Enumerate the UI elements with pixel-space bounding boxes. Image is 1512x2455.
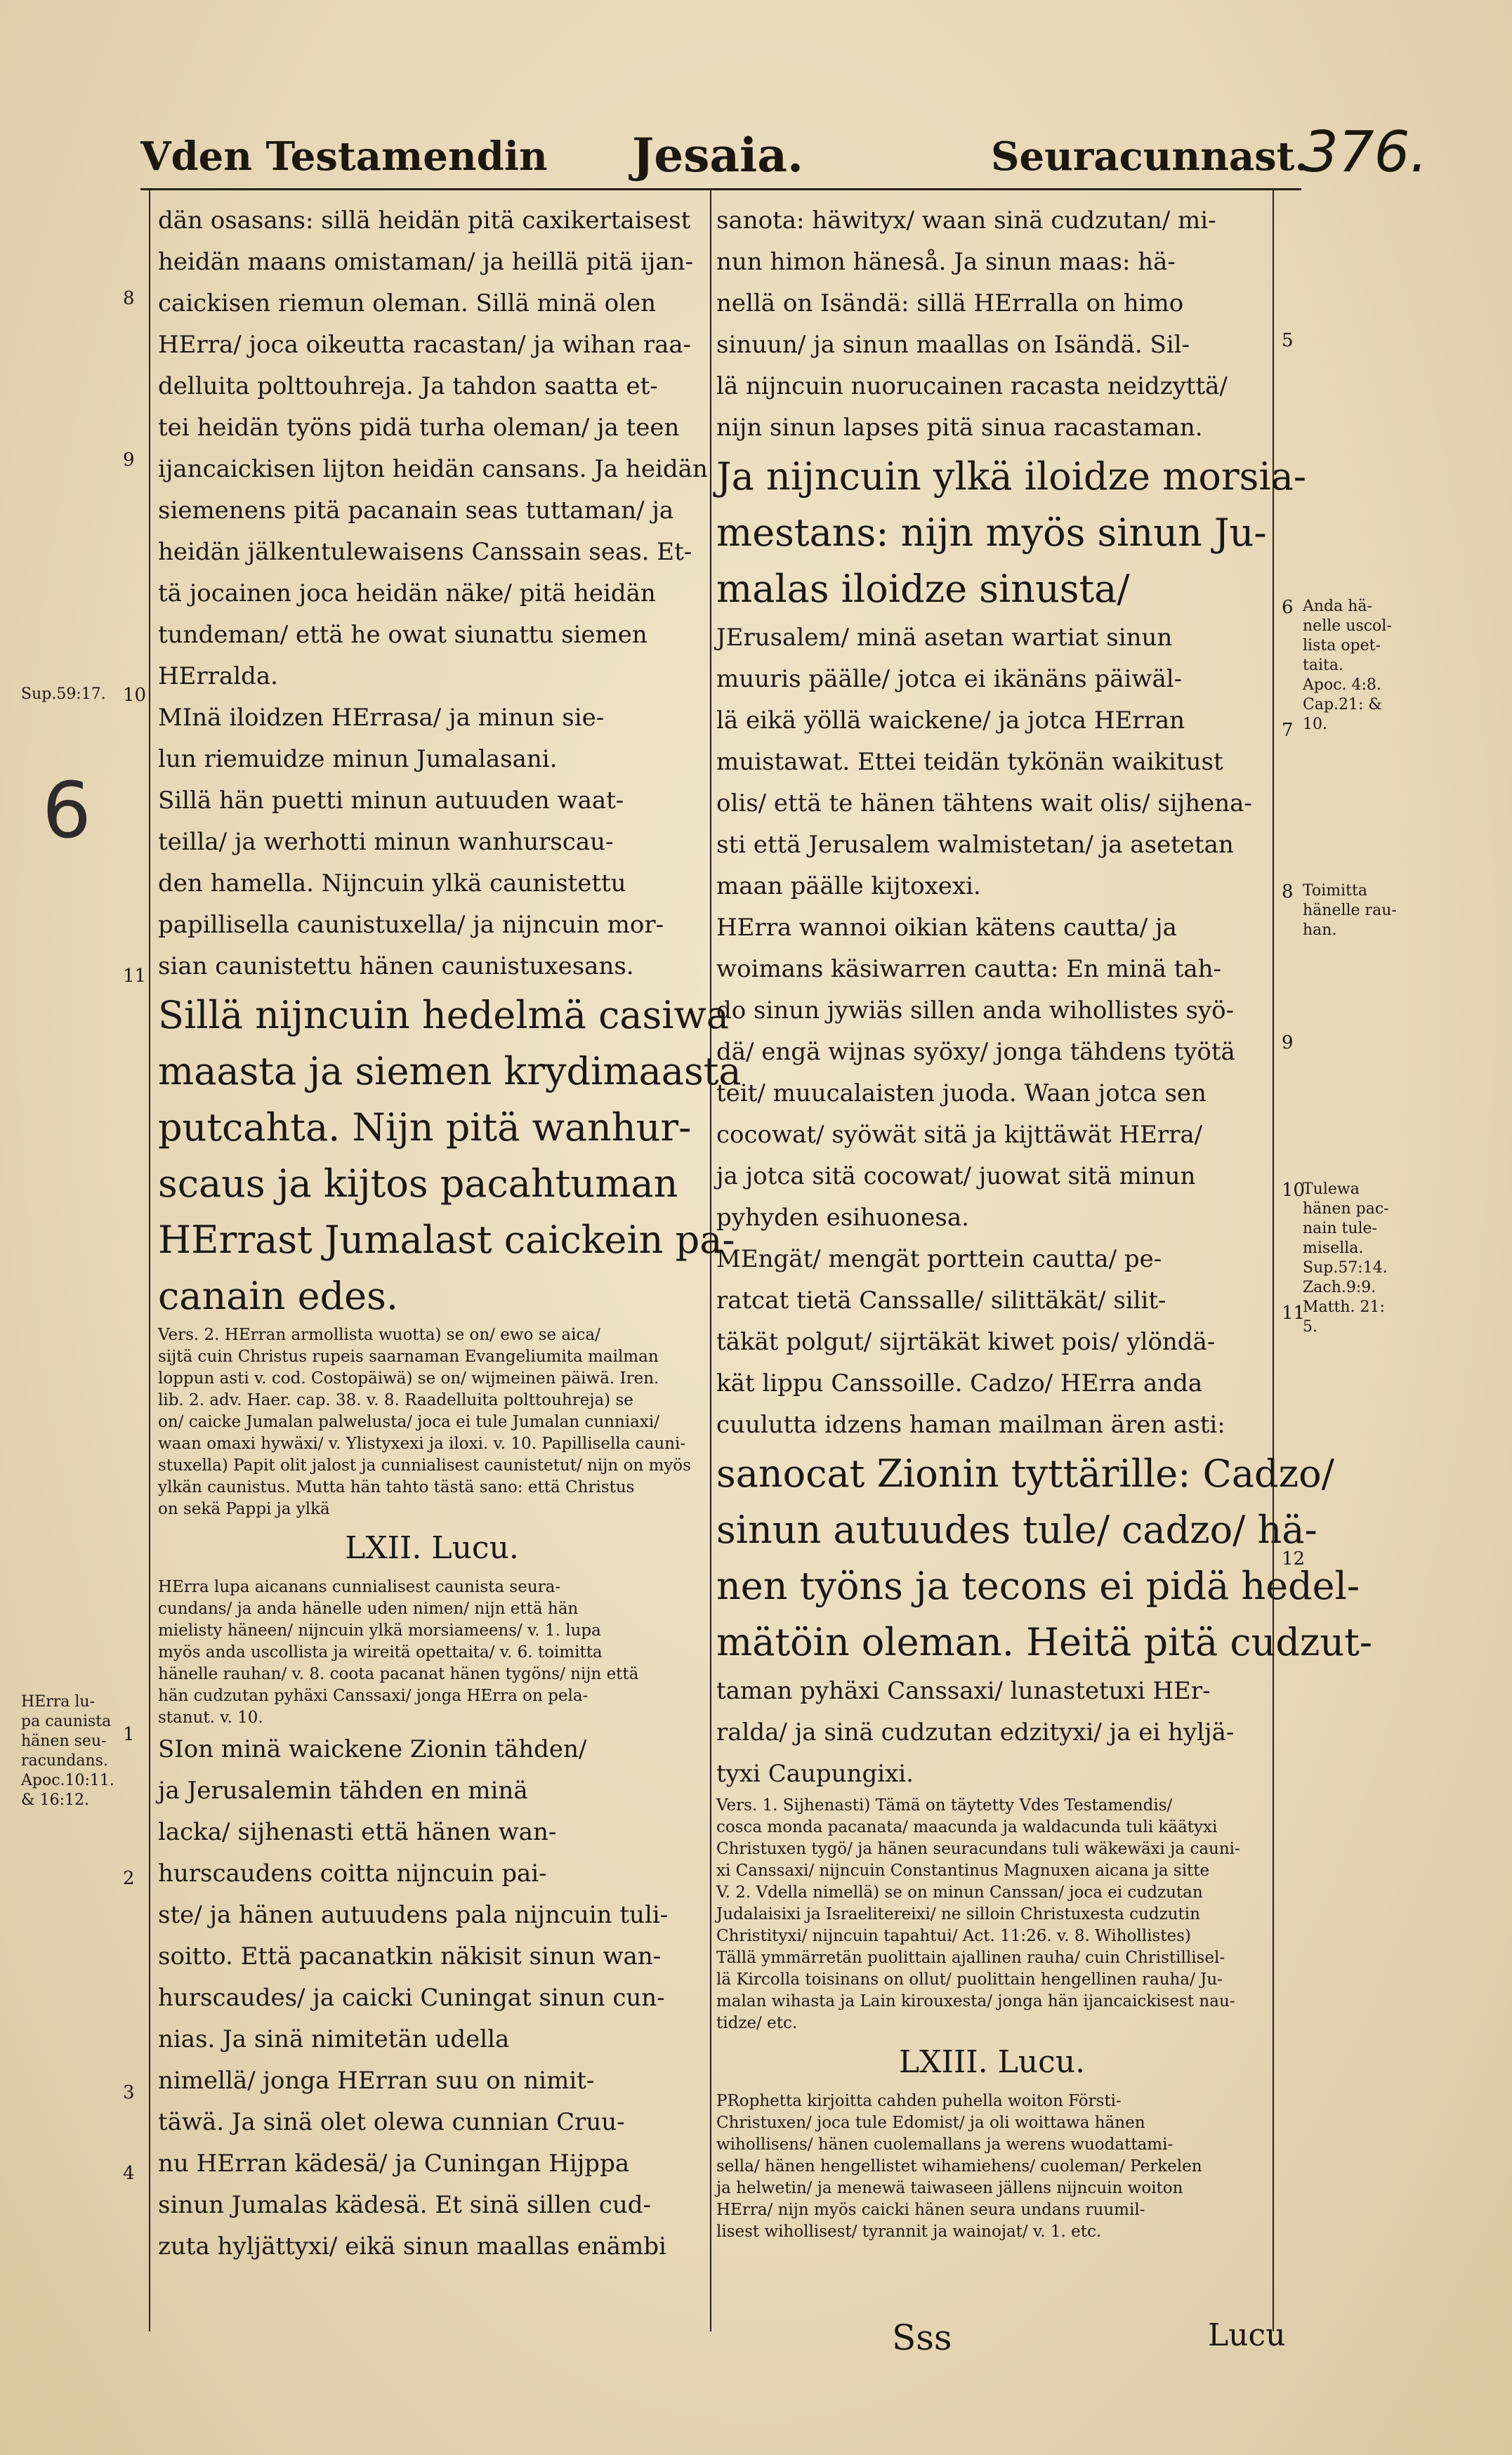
verse-number: 5 <box>1282 330 1294 351</box>
text-line: Judalaisixi ja Israelitereixi/ ne silloin Christuxesta cudzutin <box>716 1905 1200 1923</box>
text-line: waan omaxi hywäxi/ v. Ylistyxexi ja iloxi. v. 10. Papillisella cauni- <box>158 1435 686 1453</box>
text-line: den hamella. Nijncuin ylkä caunistettu <box>158 869 626 897</box>
text-line: muistawat. Ettei teidän tykönän waikitust <box>716 748 1223 776</box>
text-line: nellä on Isändä: sillä HErralla on himo <box>716 289 1184 317</box>
text-line: Sillä nijncuin hedelmä casiwa <box>158 993 729 1037</box>
text-line: sian caunistettu hänen caunistuxesans. <box>158 952 634 980</box>
text-line: dä/ engä wijnas syöxy/ jonga tähdens työtä <box>716 1038 1235 1066</box>
text-line: cuulutta idzens haman mailman ären asti: <box>716 1411 1225 1439</box>
text-line: ja jotca sitä cocowat/ juowat sitä minun <box>716 1162 1196 1190</box>
verse-number: 1 <box>123 1724 135 1745</box>
text-line: mielisty häneen/ nijncuin ylkä morsiameens/ v. 1. lupa <box>158 1621 601 1640</box>
text-line: zuta hyljättyxi/ eikä sinun maallas enämbi <box>158 2232 666 2260</box>
running-header <box>140 119 1308 190</box>
left-outer-rule <box>149 190 150 2331</box>
verse-number: 10 <box>1282 1180 1306 1201</box>
text-line: maan päälle kijtoxexi. <box>716 872 981 900</box>
text-line: myös anda uscollista ja wireitä opettaita/ v. 6. toimitta <box>158 1643 603 1661</box>
text-line: SIon minä waickene Zionin tähden/ <box>158 1735 587 1763</box>
right-outer-rule <box>1273 190 1274 2331</box>
verse-number: 3 <box>123 2082 135 2103</box>
text-line: HErra wannoi oikian kätens cautta/ ja <box>716 914 1177 942</box>
text-line: hän cudzutan pyhäxi Canssaxi/ jonga HErra on pela- <box>158 1687 589 1705</box>
text-line: ja Jerusalemin tähden en minä <box>158 1777 528 1805</box>
text-line: olis/ että te hänen tähtens wait olis/ sijhena- <box>716 789 1252 817</box>
text-line: mätöin oleman. Heitä pitä cudzut- <box>716 1620 1373 1664</box>
text-line: sti että Jerusalem walmistetan/ ja asetetan <box>716 831 1234 859</box>
verse-number: 8 <box>123 288 135 309</box>
text-line: MInä iloidzen HErrasa/ ja minun sie- <box>158 704 605 732</box>
text-line: sanota: häwityx/ waan sinä cudzutan/ mi- <box>716 206 1216 235</box>
text-line: nijn sinun lapses pitä sinua racastaman. <box>716 414 1203 442</box>
text-line: ijancaickisen lijton heidän cansans. Ja heidän <box>158 455 708 483</box>
text-line: dän osasans: sillä heidän pitä caxikertaisest <box>158 206 691 235</box>
text-line: lisest wihollisest/ tyrannit ja wainojat/ v. 1. etc. <box>716 2223 1102 2241</box>
text-line: ylkän caunistus. Mutta hän tahto tästä sano: että Christus <box>158 1478 635 1496</box>
text-line: stuxella) Papit olit jalost ja cunnialisest caunistetut/ nijn on myös <box>158 1456 691 1475</box>
text-line: HErralda. <box>158 662 278 690</box>
text-line: muuris päälle/ jotca ei ikänäns päiwäl- <box>716 665 1183 693</box>
verse-number: 12 <box>1282 1548 1306 1569</box>
text-line: täwä. Ja sinä olet olewa cunnian Cruu- <box>158 2108 625 2136</box>
text-line: ste/ ja hänen autuudens pala nijncuin tuli- <box>158 1901 669 1929</box>
margin-note-herra: HErra lu- pa caunista hänen seu- racundans. Apoc.10:11. & 16:12. <box>21 1693 114 1809</box>
text-line: ratcat tietä Canssalle/ silittäkät/ silit- <box>716 1286 1166 1315</box>
text-line: heidän jälkentulewaisens Canssain seas. Et- <box>158 538 692 566</box>
text-line: HErra/ nijn myös caicki hänen seura undans ruumil- <box>716 2201 1145 2219</box>
text-line: PRophetta kirjoitta cahden puhella woiton Försti- <box>716 2092 1122 2110</box>
text-line: malas iloidze sinusta/ <box>716 567 1130 611</box>
text-line: lä eikä yöllä waickene/ ja jotca HErran <box>716 706 1185 735</box>
text-line: lacka/ sijhenasti että hänen wan- <box>158 1818 557 1846</box>
text-line: pyhyden esihuonesa. <box>716 1204 969 1232</box>
verse-number: 11 <box>1282 1303 1306 1324</box>
text-line: sanocat Zionin tyttärille: Cadzo/ <box>716 1452 1334 1496</box>
text-line: putcahta. Nijn pitä wanhur- <box>158 1105 692 1150</box>
text-line: on/ caicke Jumalan palwelusta/ joca ei tule Jumalan cunniaxi/ <box>158 1413 659 1431</box>
text-line: cundans/ ja anda hänelle uden nimen/ nijn että hän <box>158 1600 579 1618</box>
text-line: kät lippu Canssoille. Cadzo/ HErra anda <box>716 1369 1203 1397</box>
header-book-title: Jesaia. <box>632 128 803 183</box>
text-line: stanut. v. 10. <box>158 1709 263 1727</box>
text-line: tyxi Caupungixi. <box>716 1760 914 1788</box>
text-line: lib. 2. adv. Haer. cap. 38. v. 8. Raadelluita polttouhreja) se <box>158 1391 633 1409</box>
text-line: täkät polgut/ sijrtäkät kiwet pois/ ylöndä- <box>716 1328 1216 1356</box>
margin-note-tuleva: Tulewa hänen pac- nain tule- misella. Sup.57:14. Zach.9:9. Matth. 21: 5. <box>1303 1180 1389 1336</box>
text-line: papillisella caunistuxella/ ja nijncuin mor- <box>158 911 664 939</box>
text-line: tei heidän työns pidä turha oleman/ ja teen <box>158 414 680 442</box>
text-line: sinuun/ ja sinun maallas on Isändä. Sil- <box>716 331 1190 359</box>
text-line: tä jocainen joca heidän näke/ pitä heidän <box>158 579 656 607</box>
text-line: wihollisens/ hänen cuolemallans ja werens wuodattami- <box>716 2135 1174 2154</box>
text-line: MEngät/ mengät porttein cautta/ pe- <box>716 1245 1162 1273</box>
header-left: Vden Testamendin <box>140 133 548 180</box>
text-line: mestans: nijn myös sinun Ju- <box>716 511 1267 555</box>
verse-number: 6 <box>1282 597 1294 618</box>
header-right: Seuracunnast. <box>991 133 1308 180</box>
text-line: xi Canssaxi/ nijncuin Constantinus Magnuxen aicana ja sitte <box>716 1862 1210 1880</box>
verse-number: 7 <box>1282 720 1294 741</box>
text-line: nun himon häneså. Ja sinun maas: hä- <box>716 248 1176 276</box>
text-line: caickisen riemun oleman. Sillä minä olen <box>158 289 657 317</box>
text-line: cocowat/ syöwät sitä ja kijttäwät HErra/ <box>716 1121 1203 1149</box>
text-line: maasta ja siemen krydimaasta <box>158 1049 742 1093</box>
text-line: tundeman/ että he owat siunattu siemen <box>158 621 647 649</box>
text-line: taman pyhäxi Canssaxi/ lunastetuxi HEr- <box>716 1677 1211 1705</box>
text-line: sella/ hänen hengellistet wihamiehens/ cuoleman/ Perkelen <box>716 2157 1202 2176</box>
signature-mark: Sss <box>892 2317 952 2358</box>
text-line: nias. Ja sinä nimitetän udella <box>158 2025 510 2053</box>
verse-number: 9 <box>1282 1032 1294 1053</box>
verse-number: 4 <box>123 2163 135 2184</box>
verse-number: 11 <box>123 966 147 987</box>
text-line: Christuxen tygö/ ja hänen seuracundans tuli wäkewäxi ja cauni- <box>716 1840 1240 1858</box>
text-line: delluita polttouhreja. Ja tahdon saatta et- <box>158 372 658 400</box>
verse-number: 2 <box>123 1868 135 1889</box>
text-line: tidze/ etc. <box>716 2014 798 2032</box>
text-line: ralda/ ja sinä cudzutan edzityxi/ ja ei hyljä- <box>716 1718 1235 1746</box>
text-line: loppun asti v. cod. Costopäiwä) se on/ wijmeinen päiwä. Iren. <box>158 1369 659 1388</box>
margin-note-sup: Sup.59:17. <box>21 685 106 703</box>
text-line: cosca monda pacanata/ maacunda ja waldacunda tuli käätyxi <box>716 1818 1218 1836</box>
text-line: lun riemuidze minun Jumalasani. <box>158 745 558 773</box>
handwritten-mark: 6 <box>42 765 91 855</box>
text-line: teit/ muucalaisten juoda. Waan jotca sen <box>716 1079 1207 1107</box>
text-line: HErrast Jumalast caickein pa- <box>158 1218 735 1262</box>
header-rule <box>140 188 1301 190</box>
text-line: hurscaudes/ ja caicki Cuningat sinun cun- <box>158 1984 665 2012</box>
text-line: soitto. Että pacanatkin näkisit sinun wan- <box>158 1942 662 1970</box>
text-line: nen työns ja tecons ei pidä hedel- <box>716 1564 1360 1608</box>
text-line: Ja nijncuin ylkä iloidze morsia- <box>716 454 1307 499</box>
verse-number: 9 <box>123 449 135 470</box>
text-line: Sillä hän puetti minun autuuden waat- <box>158 786 624 815</box>
catchword: Lucu <box>1208 2317 1286 2353</box>
text-line: do sinun jywiäs sillen anda wihollistes syö- <box>716 996 1235 1025</box>
margin-note-anda: Anda hä- nelle uscol- lista opet- taita. Apoc. 4:8. Cap.21: & 10. <box>1303 598 1392 733</box>
left-text-column <box>158 200 742 2268</box>
text-line: Christityxi/ nijncuin tapahtui/ Act. 11:26. v. 8. Wihollistes) <box>716 1927 1191 1945</box>
text-line: hurscaudens coitta nijncuin pai- <box>158 1860 547 1888</box>
text-line: hänelle rauhan/ v. 8. coota pacanat hänen tygöns/ nijn että <box>158 1665 639 1683</box>
text-line: nimellä/ jonga HErran suu on nimit- <box>158 2067 595 2095</box>
verse-number: 10 <box>123 685 147 706</box>
text-line: lä nijncuin nuorucainen racasta neidzyttä/ <box>716 372 1228 400</box>
text-line: canain edes. <box>158 1274 398 1318</box>
text-line: LXII. Lucu. <box>345 1530 519 1566</box>
page-number: 376. <box>1302 119 1428 185</box>
text-line: Vers. 1. Sijhenasti) Tämä on täytetty Vdes Testamendis/ <box>716 1796 1173 1815</box>
text-line: siemenens pitä pacanain seas tuttaman/ ja <box>158 496 674 525</box>
text-line: lä Kircolla toisinans on ollut/ puolittain hengellinen rauha/ Ju- <box>716 1970 1223 1989</box>
text-line: LXIII. Lucu. <box>898 2044 1086 2080</box>
text-line: V. 2. Vdella nimellä) se on minun Canssan/ joca ei cudzutan <box>716 1883 1203 1902</box>
text-line: heidän maans omistaman/ ja heillä pitä ijan- <box>158 248 693 276</box>
text-line: HErra lupa aicanans cunnialisest caunista seura- <box>158 1578 561 1596</box>
text-line: teilla/ ja werhotti minun wanhurscau- <box>158 828 614 856</box>
text-line: nu HErran kädesä/ ja Cuningan Hijppa <box>158 2150 630 2178</box>
text-line: malan wihasta ja Lain kirouxesta/ jonga hän ijancaickisest nau- <box>716 1992 1235 2010</box>
text-line: sinun Jumalas kädesä. Et sinä sillen cud- <box>158 2191 652 2219</box>
text-line: JErusalem/ minä asetan wartiat sinun <box>716 624 1173 652</box>
text-line: sinun autuudes tule/ cadzo/ hä- <box>716 1508 1317 1552</box>
text-line: scaus ja kijtos pacahtuman <box>158 1161 678 1206</box>
text-line: Christuxen/ joca tule Edomist/ ja oli woittawa hänen <box>716 2114 1145 2132</box>
verse-number: 8 <box>1282 881 1294 902</box>
text-line: woimans käsiwarren cautta: En minä tah- <box>716 955 1222 983</box>
text-line: sijtä cuin Christus rupeis saarnaman Evangeliumita mailman <box>158 1348 659 1366</box>
text-line: on sekä Pappi ja ylkä <box>158 1500 330 1518</box>
text-line: HErra/ joca oikeutta racastan/ ja wihan raa- <box>158 331 692 359</box>
text-line: ja helwetin/ ja menewä taiwaseen jällens nijncuin woiton <box>716 2179 1183 2197</box>
text-line: Vers. 2. HErran armollista wuotta) se on/ ewo se aica/ <box>158 1326 600 1344</box>
margin-note-toimitta: Toimitta hänelle rau- han. <box>1303 882 1397 939</box>
text-line: Tällä ymmärretän puolittain ajallinen rauha/ cuin Christillisel- <box>716 1949 1225 1967</box>
